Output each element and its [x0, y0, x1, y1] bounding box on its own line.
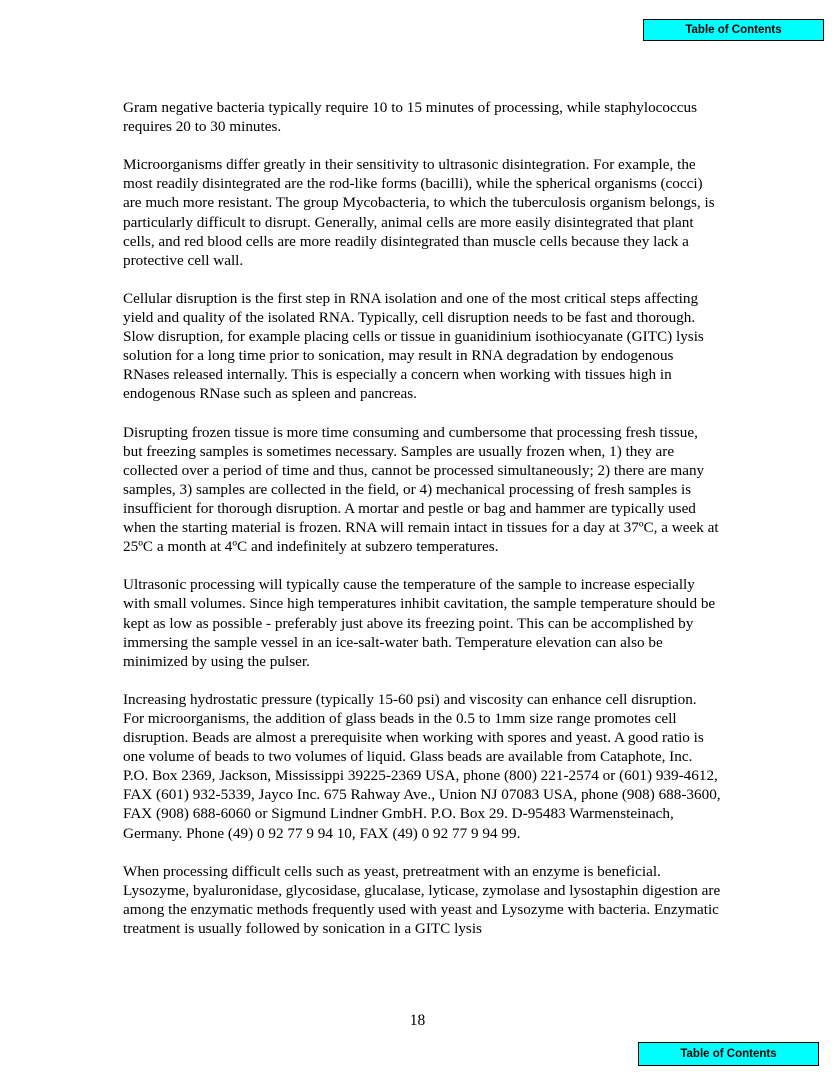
paragraph-bacteria-processing: Gram negative bacteria typically require 10 to 15 minutes of processing, while staphylococcus requires 20 to 30 minutes. — [123, 99, 697, 136]
paragraph-temperature: Ultrasonic processing will typically cause the temperature of the sample to increase especially with small volumes. Since high temperatures inhibit cavitation, the sample temperature should be kept as low as possible - preferably just above its freezing point. This can be accomplished by immersing the sample vessel in an ice-salt-water bath. Temperature elevation can also be minimized by using the pulser. — [123, 576, 716, 670]
paragraph-cellular-disruption: Cellular disruption is the first step in RNA isolation and one of the most critical steps affecting yield and quality of the isolated RNA. Typically, cell disruption needs to be fast and thorough. Slow disruption, for example placing cells or tissue in guanidinium isothiocyanate (GITC) lysis solution for a long time prior to sonication, may result in RNA degradation by endogenous RNases released internally. This is especially a concern when working with tissues high in endogenous RNase such as spleen and pancreas. — [123, 289, 704, 403]
paragraph-hydrostatic-pressure: Increasing hydrostatic pressure (typically 15-60 psi) and viscosity can enhance cell disruption. For microorganisms, the addition of glass beads in the 0.5 to 1mm size range promotes cell disruption. Beads are almost a prerequisite when working with spores and yeast. A good ratio is one volume of beads to two volumes of liquid. Glass beads are available from Cataphote, Inc. P.O. Box 2369, Jackson, Mississippi 39225-2369 USA, phone (800) 221-2574 or (601) 939-4612, FAX (601) 932-5339, Jayco Inc. 675 Rahway Ave., Union NJ 07083 USA, phone (908) 688-3600, FAX (908) 688-6060 or Sigmund Lindner GmbH. P.O. Box 29. D-95483 Warmensteinach, Germany. Phone (49) 0 92 77 9 94 10, FAX (49) 0 92 77 9 94 99. — [123, 690, 721, 842]
paragraph-frozen-tissue: Disrupting frozen tissue is more time consuming and cumbersome that processing fresh tissue, but freezing samples is sometimes necessary. Samples are usually frozen when, 1) they are collected over a period of time and thus, cannot be processed simultaneously; 2) there are many samples, 3) samples are collected in the field, or 4) mechanical processing of fresh samples is insufficient for thorough disruption. A mortar and pestle or bag and hammer are typically used when the starting material is frozen. RNA will remain intact in tissues for a day at 37ºC, a week at 25ºC a month at 4ºC and indefinitely at subzero temperatures. — [123, 423, 719, 556]
table-of-contents-button-top[interactable]: Table of Contents — [643, 19, 824, 41]
page-number: 18 — [409, 1012, 426, 1029]
paragraph-enzyme-pretreatment: When processing difficult cells such as yeast, pretreatment with an enzyme is beneficial. Lysozyme, byaluronidase, glycosidase, glucalase, lyticase, zymolase and lysostaphin digestion are among the enzymatic methods frequently used with yeast and Lysozyme with bacteria. Enzymatic treatment is usually followed by sonication in a GITC lysis — [123, 862, 721, 938]
table-of-contents-button-bottom[interactable]: Table of Contents — [638, 1042, 819, 1066]
document-body — [123, 98, 721, 957]
paragraph-microorganism-sensitivity: Microorganisms differ greatly in their sensitivity to ultrasonic disintegration. For example, the most readily disintegrated are the rod-like forms (bacilli), while the spherical organisms (cocci) are much more resistant. The group Mycobacteria, to which the tuberculosis organism belongs, is particularly difficult to disrupt. Generally, animal cells are more easily disintegrated that plant cells, and red blood cells are more readily disintegrated than muscle cells because they lack a protective cell wall. — [123, 156, 715, 269]
